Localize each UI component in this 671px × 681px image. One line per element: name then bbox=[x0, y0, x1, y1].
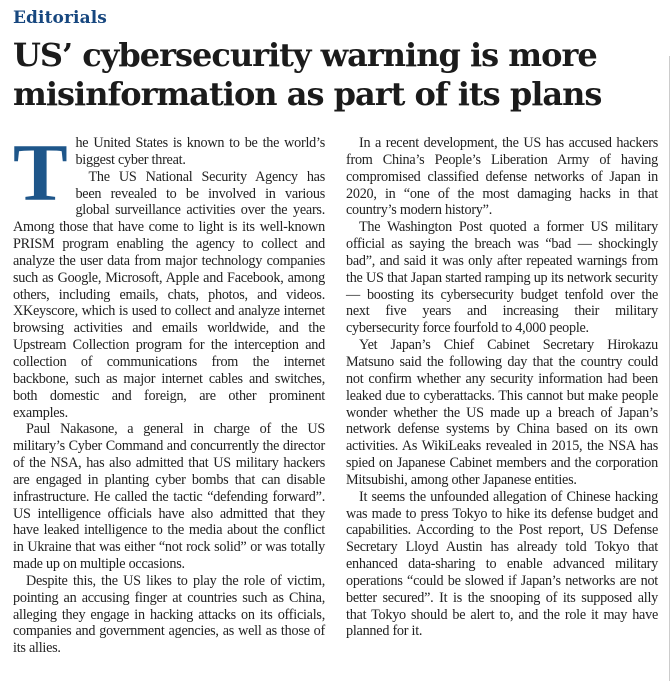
headline-line-1: US’ cybersecurity warning is more bbox=[13, 36, 597, 74]
page-column-rule bbox=[669, 56, 670, 681]
paragraph: The Washington Post quoted a former US military official as saying the breach was “bad — shockingly bad”, and said it was only after repeated warnings from the US that Japan started ramping up its network security — boosting its cybersecurity budget tenfold over the next five years and increasing their military cybersecurity force fourfold to 4,000 people. bbox=[346, 219, 658, 337]
right-column bbox=[346, 135, 658, 657]
paragraph: It seems the unfounded allegation of Chinese hacking was made to press Tokyo to hike its defense budget and capabilities. According to the Post report, US Defense Secretary Lloyd Austin has already told Tokyo that enhanced data-sharing to enable advanced military operations “could be slowed if Japan’s networks are not better secured”. It is the snooping of its supposed ally that Tokyo should be alert to, and the role it may have planned for it. bbox=[346, 488, 658, 640]
paragraph-text: he United States is known to be the world’s biggest cyber threat. bbox=[75, 135, 325, 168]
left-column bbox=[13, 127, 325, 657]
paragraph: Despite this, the US likes to play the role of victim, pointing an accusing finger at countries such as China, alleging they engage in hacking attacks on its officials, companies and government agencies, as well as those of its allies. bbox=[13, 572, 325, 657]
headline bbox=[13, 36, 658, 114]
paragraph: Paul Nakasone, a general in charge of the US military’s Cyber Command and concurrently the director of the NSA, has also admitted that US military hackers are engaged in planting cyber bombs that can disable infrastructure. He called the tactic “defending forward”. US intelligence officials have also admitted that they have leaked intelligence to the media about the conflict in Ukraine that was either “not rock solid” or was totally made up on multiple occasions. bbox=[13, 421, 325, 573]
article-body bbox=[13, 127, 658, 657]
paragraph: Yet Japan’s Chief Cabinet Secretary Hirokazu Matsuno said the following day that the country could not confirm whether any security information had been leaked due to cyberattacks. This cannot but make people wonder whether the US made up a breach of Japan’s network defense systems by China based on its own activities. As WikiLeaks revealed in 2015, the NSA has spied on Japanese Cabinet members and the corporation Mitsubishi, among other Japanese entities. bbox=[346, 337, 658, 488]
dropcap-letter: T bbox=[13, 127, 68, 218]
headline-line-2: misinformation as part of its plans bbox=[13, 75, 602, 113]
paragraph: The US National Security Agency has been revealed to be involved in various global surveillance activities over the years. Among those that have come to light is its well-known PRISM program enabling the agency to collect and analyze the user data from major technology companies such as Google, Microsoft, Apple and Facebook, among others, including emails, chats, photos, and videos. XKeyscore, which is used to collect and analyze internet browsing activities and emails worldwide, and the Upstream Collection program for the interception and collection of communications from the internet backbone, such as major internet cables and switches, both domestic and foreign, are other prominent examples. bbox=[13, 168, 325, 421]
paragraph bbox=[13, 127, 325, 218]
section-label: Editorials bbox=[13, 8, 107, 28]
paragraph: In a recent development, the US has accused hackers from China’s People’s Liberation Army of having compromised classified defense networks of Japan in 2020, in “one of the most damaging hacks in that country’s modern history”. bbox=[346, 135, 658, 219]
